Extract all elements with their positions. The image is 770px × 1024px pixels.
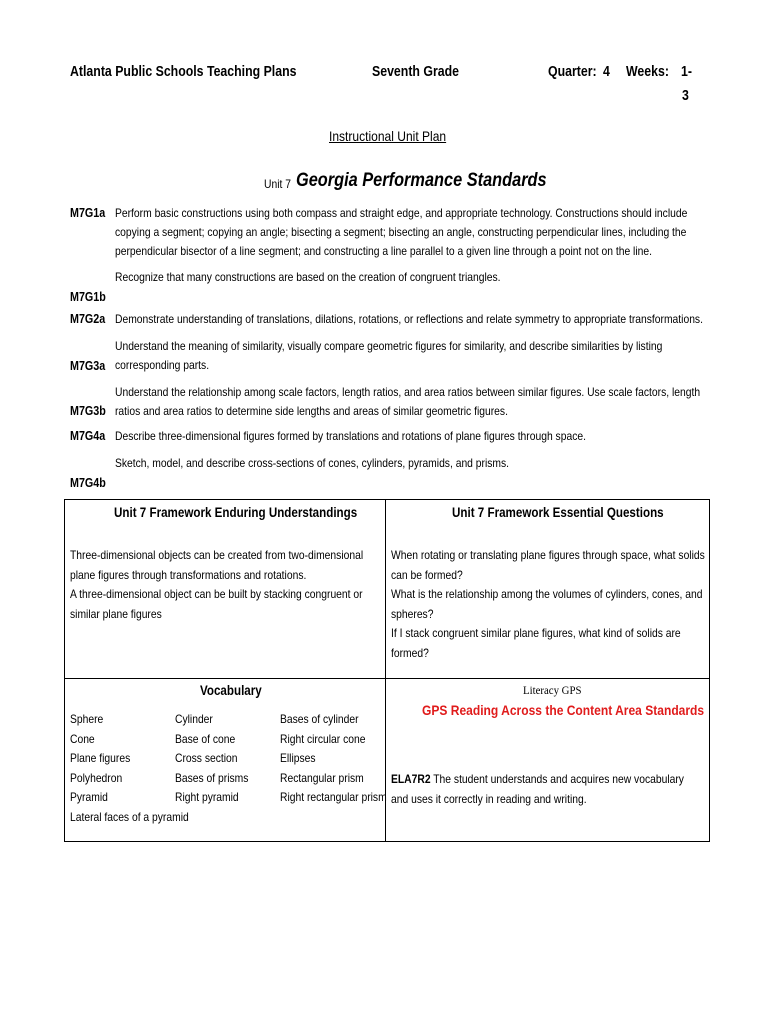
standard-text-m7g4b: Sketch, model, and describe cross-sections of cones, cylinders, pyramids, and prisms.	[115, 456, 510, 470]
vocabulary-term: Bases of prisms	[175, 770, 249, 785]
literacy-standard	[391, 770, 701, 809]
vocabulary-column-2	[175, 710, 248, 808]
header-quarter-value: 4	[603, 64, 610, 80]
essential-question-1: When rotating or translating plane figures through space, what solids can be formed?	[391, 548, 705, 582]
standard-code-m7g4b: M7G4b	[70, 476, 106, 490]
header-quarter-label: Quarter:	[548, 64, 597, 80]
standards-unit-prefix: Unit 7	[264, 177, 291, 191]
vocabulary-title: Vocabulary	[200, 683, 262, 698]
literacy-title: GPS Reading Across the Content Area Standards	[422, 702, 705, 718]
standard-text-m7g2a: Demonstrate understanding of translations, dilations, rotations, or reflections and relate symmetry to appropriate transformations.	[115, 312, 703, 326]
vocabulary-column-1	[70, 710, 189, 827]
vocabulary-term: Cylinder	[175, 712, 213, 726]
header-grade: Seventh Grade	[372, 64, 459, 80]
header-school-title: Atlanta Public Schools Teaching Plans	[70, 64, 297, 80]
standard-code-m7g3b: M7G3b	[70, 404, 106, 418]
essential-question-2: What is the relationship among the volumes of cylinders, cones, and spheres?	[391, 587, 703, 621]
standard-code-m7g3a: M7G3a	[70, 359, 106, 373]
standard-text-m7g4a: Describe three-dimensional figures formed by translations and rotations of plane figures through space.	[115, 429, 586, 443]
standard-code-m7g1a: M7G1a	[70, 206, 106, 220]
standard-code-m7g2a: M7G2a	[70, 312, 106, 326]
vocabulary-term: Cross section	[175, 751, 238, 765]
vocabulary-term: Plane figures	[70, 751, 131, 765]
vocabulary-term: Bases of cylinder	[280, 712, 359, 726]
literacy-label: Literacy GPS	[523, 683, 582, 697]
vocabulary-term: Right rectangular prism	[280, 790, 387, 804]
vocabulary-term: Lateral faces of a pyramid	[70, 809, 189, 824]
essential-questions-title: Unit 7 Framework Essential Questions	[452, 505, 664, 520]
enduring-understanding-2: A three-dimensional object can be built by stacking congruent or similar plane figures	[70, 587, 363, 621]
vocabulary-term: Right pyramid	[175, 790, 239, 804]
enduring-understandings-title: Unit 7 Framework Enduring Understandings	[114, 505, 358, 520]
vocabulary-term: Cone	[70, 731, 95, 746]
vocabulary-term: Right circular cone	[280, 731, 366, 746]
standards-heading: Georgia Performance Standards	[296, 170, 547, 191]
standard-text-m7g3b: Understand the relationship among scale factors, length ratios, and area ratios between similar figures. Use scale factors, length ratios and area ratios to determine side lengths and areas of similar geometric figures.	[115, 385, 701, 418]
vocabulary-term: Sphere	[70, 712, 104, 726]
vocabulary-term: Polyhedron	[70, 770, 123, 785]
standard-code-m7g1b: M7G1b	[70, 290, 106, 304]
standard-text-m7g1b: Recognize that many constructions are based on the creation of congruent triangles.	[115, 270, 501, 284]
essential-questions-cell	[385, 499, 710, 679]
unit-plan-title: Instructional Unit Plan	[329, 128, 447, 144]
header-weeks-label: Weeks:	[626, 64, 669, 80]
header-weeks-value-1: 1-	[681, 64, 692, 80]
standard-text-m7g1a: Perform basic constructions using both compass and straight edge, and appropriate technology. Constructions should include copying a segment; copying an angle; bisecting a segment; bisecting an angle, constructing perpendicular lines, including the perpendicular bisector of a line segment; and constructing a line parallel to a given line through a point not on the line.	[115, 206, 688, 258]
enduring-understanding-1: Three-dimensional objects can be created from two-dimensional plane figures through transformations and rotations.	[70, 548, 364, 582]
header-weeks-value-2: 3	[682, 88, 689, 104]
enduring-understandings-cell	[64, 499, 386, 679]
essential-question-3: If I stack congruent similar plane figures, what kind of solids are formed?	[391, 626, 681, 660]
vocabulary-term: Base of cone	[175, 731, 236, 746]
vocabulary-cell	[64, 678, 386, 842]
literacy-standard-text: The student understands and acquires new vocabulary and uses it correctly in reading and writing.	[391, 772, 684, 806]
standard-text-m7g3a: Understand the meaning of similarity, visually compare geometric figures for similarity, and describe similarities by listing corresponding parts.	[115, 339, 663, 372]
literacy-standard-code: ELA7R2	[391, 772, 431, 786]
standard-code-m7g4a: M7G4a	[70, 429, 106, 443]
literacy-cell	[385, 678, 710, 842]
vocabulary-term: Pyramid	[70, 790, 108, 804]
vocabulary-term: Ellipses	[280, 751, 316, 765]
vocabulary-term: Rectangular prism	[280, 770, 364, 785]
vocabulary-column-3	[280, 710, 387, 808]
